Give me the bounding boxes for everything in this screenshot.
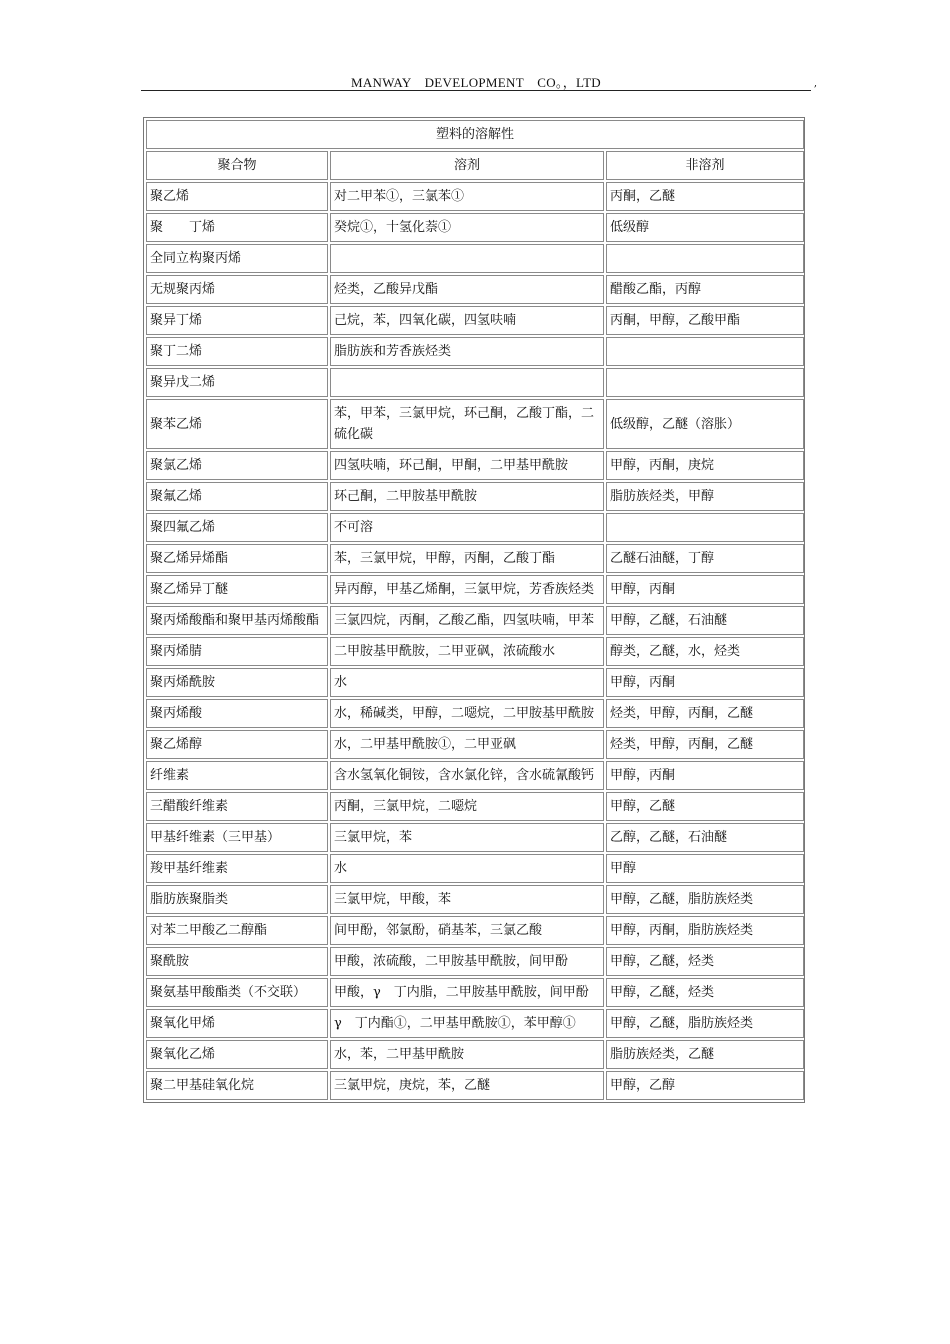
table-row [146, 513, 804, 542]
non-solvent-cell: 烃类，甲醇，丙酮，乙醚 [606, 730, 804, 759]
solvent-cell: 三氯甲烷，苯 [330, 823, 604, 852]
non-solvent-cell [606, 368, 804, 397]
solvent-cell: 水 [330, 854, 604, 883]
polymer-cell: 聚乙烯醇 [146, 730, 328, 759]
non-solvent-cell [606, 244, 804, 273]
polymer-cell: 聚氯乙烯 [146, 451, 328, 480]
table-row [146, 451, 804, 480]
non-solvent-cell [606, 513, 804, 542]
non-solvent-cell: 乙醚石油醚，丁醇 [606, 544, 804, 573]
table-row [146, 544, 804, 573]
non-solvent-cell: 丙酮，乙醚 [606, 182, 804, 211]
polymer-cell: 三醋酸纤维素 [146, 792, 328, 821]
solvent-cell: 二甲胺基甲酰胺，二甲亚砜，浓硫酸水 [330, 637, 604, 666]
non-solvent-cell: 甲醇，乙醇 [606, 1071, 804, 1100]
solvent-cell: 己烷，苯，四氧化碳，四氢呋喃 [330, 306, 604, 335]
non-solvent-cell: 甲醇，乙醚 [606, 792, 804, 821]
polymer-cell: 聚异戊二烯 [146, 368, 328, 397]
solvent-cell: 三氯甲烷，庚烷，苯，乙醚 [330, 1071, 604, 1100]
polymer-cell: 全同立构聚丙烯 [146, 244, 328, 273]
polymer-cell: 聚氧化乙烯 [146, 1040, 328, 1069]
table-title: 塑料的溶解性 [146, 120, 804, 149]
solubility-table [144, 118, 806, 1102]
table-row [146, 337, 804, 366]
solvent-cell: 丙酮，三氯甲烷，二噁烷 [330, 792, 604, 821]
solvent-cell: 四氢呋喃，环己酮，甲酮，二甲基甲酰胺 [330, 451, 604, 480]
solvent-cell [330, 368, 604, 397]
non-solvent-cell: 醋酸乙酯，丙醇 [606, 275, 804, 304]
non-solvent-cell: 烃类，甲醇，丙酮，乙醚 [606, 699, 804, 728]
solvent-cell: 三氯甲烷，甲酸，苯 [330, 885, 604, 914]
non-solvent-cell: 甲醇，丙酮 [606, 668, 804, 697]
polymer-cell: 聚丙烯腈 [146, 637, 328, 666]
column-header-solvent: 溶剂 [330, 151, 604, 180]
table-row [146, 854, 804, 883]
table-row [146, 399, 804, 449]
non-solvent-cell: 甲醇，乙醚，烃类 [606, 978, 804, 1007]
table-row [146, 730, 804, 759]
solvent-cell: 癸烷①，十氢化萘① [330, 213, 604, 242]
non-solvent-cell: 甲醇，乙醚，脂肪族烃类 [606, 885, 804, 914]
polymer-cell: 聚氧化甲烯 [146, 1009, 328, 1038]
solvent-cell: 含水氢氧化铜铵，含水氯化锌，含水硫氰酸钙 [330, 761, 604, 790]
polymer-cell: 甲基纤维素（三甲基） [146, 823, 328, 852]
table-row [146, 306, 804, 335]
table-row [146, 482, 804, 511]
solvent-cell: 脂肪族和芳香族烃类 [330, 337, 604, 366]
polymer-cell: 聚异丁烯 [146, 306, 328, 335]
solvent-cell: 苯，甲苯，三氯甲烷，环己酮，乙酸丁酯，二硫化碳 [330, 399, 604, 449]
non-solvent-cell: 甲醇，丙酮，庚烷 [606, 451, 804, 480]
non-solvent-cell: 甲醇，乙醚，脂肪族烃类 [606, 1009, 804, 1038]
solvent-cell: 水，二甲基甲酰胺①，二甲亚砜 [330, 730, 604, 759]
solvent-cell: 不可溶 [330, 513, 604, 542]
polymer-cell: 聚 丁烯 [146, 213, 328, 242]
solvent-cell: 异丙醇，甲基乙烯酮，三氯甲烷，芳香族烃类 [330, 575, 604, 604]
solvent-cell: 烃类，乙酸异戊酯 [330, 275, 604, 304]
polymer-cell: 聚二甲基硅氧化烷 [146, 1071, 328, 1100]
solvent-cell: γ 丁内酯①，二甲基甲酰胺①，苯甲醇① [330, 1009, 604, 1038]
polymer-cell: 聚酰胺 [146, 947, 328, 976]
table-row [146, 699, 804, 728]
table-row [146, 823, 804, 852]
polymer-cell: 聚乙烯异烯酯 [146, 544, 328, 573]
polymer-cell: 聚丙烯酰胺 [146, 668, 328, 697]
table-row [146, 761, 804, 790]
column-header-polymer: 聚合物 [146, 151, 328, 180]
page-header [141, 70, 817, 91]
polymer-cell: 聚丁二烯 [146, 337, 328, 366]
solvent-cell: 环己酮，二甲胺基甲酰胺 [330, 482, 604, 511]
polymer-cell: 羧甲基纤维素 [146, 854, 328, 883]
table-row [146, 606, 804, 635]
table-row [146, 1071, 804, 1100]
non-solvent-cell: 甲醇，乙醚，石油醚 [606, 606, 804, 635]
solvent-cell: 水，苯，二甲基甲酰胺 [330, 1040, 604, 1069]
table-row [146, 182, 804, 211]
table-row [146, 1040, 804, 1069]
table-row [146, 275, 804, 304]
polymer-cell: 聚苯乙烯 [146, 399, 328, 449]
non-solvent-cell: 乙醇，乙醚，石油醚 [606, 823, 804, 852]
non-solvent-cell: 甲醇，丙酮 [606, 761, 804, 790]
table-row [146, 916, 804, 945]
table-row [146, 637, 804, 666]
polymer-cell: 无规聚丙烯 [146, 275, 328, 304]
polymer-cell: 聚四氟乙烯 [146, 513, 328, 542]
non-solvent-cell: 脂肪族烃类，乙醚 [606, 1040, 804, 1069]
polymer-cell: 聚氨基甲酸酯类（不交联） [146, 978, 328, 1007]
table-row [146, 244, 804, 273]
table-header-row [146, 151, 804, 180]
table-body [146, 182, 804, 1100]
solvent-cell: 水 [330, 668, 604, 697]
table-row [146, 668, 804, 697]
table-row [146, 947, 804, 976]
non-solvent-cell: 甲醇，乙醚，烃类 [606, 947, 804, 976]
non-solvent-cell: 甲醇 [606, 854, 804, 883]
company-name: MANWAY DEVELOPMENT CO。，LTD [350, 75, 601, 90]
table-row [146, 1009, 804, 1038]
non-solvent-cell: 醇类，乙醚，水，烃类 [606, 637, 804, 666]
solvent-cell: 三氯四烷，丙酮，乙酸乙酯，四氢呋喃，甲苯 [330, 606, 604, 635]
solvent-cell: 苯，三氯甲烷，甲醇，丙酮，乙酸丁酯 [330, 544, 604, 573]
non-solvent-cell: 丙酮，甲醇，乙酸甲酯 [606, 306, 804, 335]
table-row [146, 978, 804, 1007]
solvent-cell [330, 244, 604, 273]
table-row [146, 213, 804, 242]
non-solvent-cell: 低级醇，乙醚（溶胀） [606, 399, 804, 449]
table-row [146, 885, 804, 914]
polymer-cell: 纤维素 [146, 761, 328, 790]
table-row [146, 368, 804, 397]
non-solvent-cell: 脂肪族烃类，甲醇 [606, 482, 804, 511]
solvent-cell: 甲酸，γ 丁内脂，二甲胺基甲酰胺，间甲酚 [330, 978, 604, 1007]
polymer-cell: 聚丙烯酸酯和聚甲基丙烯酸酯 [146, 606, 328, 635]
non-solvent-cell: 甲醇，丙酮 [606, 575, 804, 604]
column-header-non-solvent: 非溶剂 [606, 151, 804, 180]
solvent-cell: 水，稀碱类，甲醇，二噁烷，二甲胺基甲酰胺 [330, 699, 604, 728]
table-row [146, 792, 804, 821]
non-solvent-cell [606, 337, 804, 366]
polymer-cell: 聚乙烯异丁醚 [146, 575, 328, 604]
polymer-cell: 聚丙烯酸 [146, 699, 328, 728]
solvent-cell: 对二甲苯①，三氯苯① [330, 182, 604, 211]
polymer-cell: 脂肪族聚脂类 [146, 885, 328, 914]
header-trailing-mark: , [813, 78, 817, 89]
non-solvent-cell: 低级醇 [606, 213, 804, 242]
solubility-table-frame [143, 117, 805, 1103]
solvent-cell: 间甲酚，邻氯酚，硝基苯，三氯乙酸 [330, 916, 604, 945]
polymer-cell: 聚氟乙烯 [146, 482, 328, 511]
table-row [146, 575, 804, 604]
non-solvent-cell: 甲醇，丙酮，脂肪族烃类 [606, 916, 804, 945]
polymer-cell: 对苯二甲酸乙二醇酯 [146, 916, 328, 945]
table-title-row [146, 120, 804, 149]
solvent-cell: 甲酸，浓硫酸，二甲胺基甲酰胺，间甲酚 [330, 947, 604, 976]
polymer-cell: 聚乙烯 [146, 182, 328, 211]
